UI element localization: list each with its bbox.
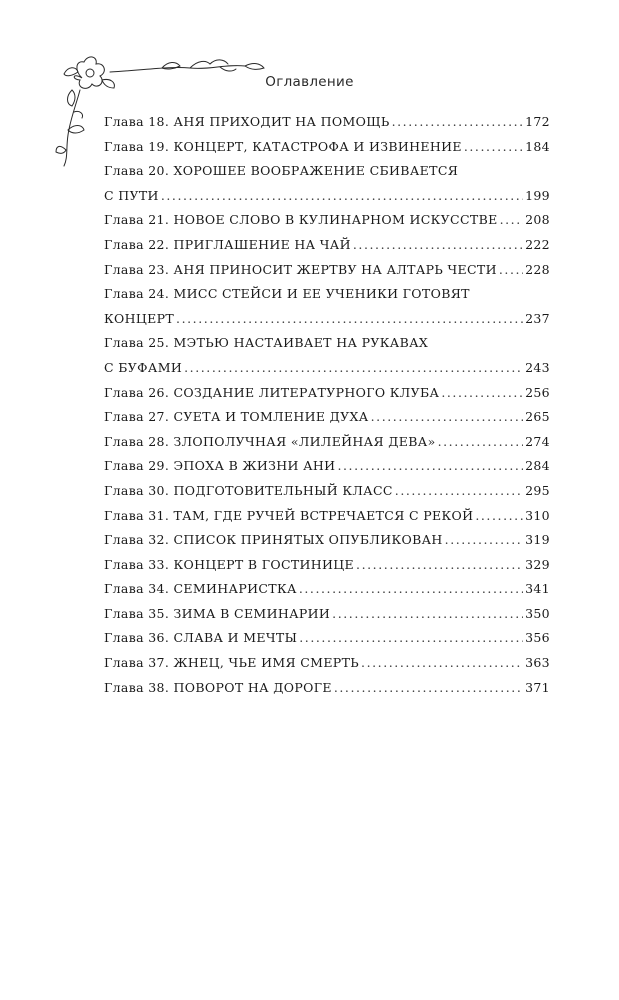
toc-entry[interactable]: [104, 282, 550, 331]
toc-entry-page-number: 184: [525, 138, 550, 154]
toc-entry-title-text: СПИСОК ПРИНЯТЫХ ОПУБЛИКОВАН: [173, 532, 443, 548]
toc-entry-title: [104, 356, 182, 381]
dot-leader: [332, 602, 523, 627]
toc-entry[interactable]: [104, 159, 550, 208]
toc-entry-page-number: 237: [525, 310, 550, 326]
toc-entry-title: [104, 233, 351, 258]
dot-leader: [500, 208, 524, 233]
toc-entry-chapter-label: Глава 30.: [104, 482, 170, 498]
toc-entry-title-text: ЗИМА В СЕМИНАРИИ: [173, 605, 331, 621]
toc-entry-page-number: 350: [525, 605, 550, 621]
toc-entry-title: [104, 307, 174, 332]
toc-entry-page-number: 256: [525, 384, 550, 400]
toc-entry-page-number: 228: [525, 261, 550, 277]
toc-entry-title-text: ПРИГЛАШЕНИЕ НА ЧАЙ: [173, 236, 351, 252]
dot-leader: [334, 676, 523, 701]
toc-entry[interactable]: [104, 454, 550, 479]
toc-entry-page-number: 363: [525, 655, 550, 671]
dot-leader: [499, 258, 523, 283]
table-of-contents: [104, 110, 550, 700]
toc-entry-title-text: АНЯ ПРИХОДИТ НА ПОМОЩЬ: [173, 114, 390, 129]
toc-entry[interactable]: [104, 405, 550, 430]
toc-entry-title-text: ЭПОХА В ЖИЗНИ АНИ: [173, 458, 336, 474]
toc-entry-page-number: 199: [525, 187, 550, 203]
dot-leader: [464, 135, 523, 160]
toc-entry-chapter-label: Глава 25.: [104, 335, 170, 351]
toc-entry-chapter-label: Глава 28.: [104, 433, 170, 449]
toc-entry[interactable]: [104, 381, 550, 406]
toc-entry-title-text: ЗЛОПОЛУЧНАЯ «ЛИЛЕЙНАЯ ДЕВА»: [173, 433, 436, 449]
toc-entry-page-number: 265: [525, 409, 550, 425]
toc-entry-title: [104, 258, 497, 283]
toc-entry[interactable]: [104, 430, 550, 455]
toc-entry[interactable]: [104, 208, 550, 233]
toc-entry-chapter-label: Глава 35.: [104, 605, 170, 621]
toc-entry-title: [104, 163, 458, 178]
toc-entry-chapter-label: Глава 21.: [104, 212, 170, 228]
dot-leader: [299, 577, 523, 602]
toc-entry-title-text: ХОРОШЕЕ ВООБРАЖЕНИЕ СБИВАЕТСЯ: [173, 163, 459, 179]
toc-entry-page-number: 295: [525, 482, 550, 498]
toc-entry[interactable]: [104, 110, 550, 135]
toc-entry-title-text: КОНЦЕРТ В ГОСТИНИЦЕ: [173, 556, 355, 572]
toc-entry-chapter-label: Глава 36.: [104, 630, 170, 646]
toc-entry-chapter-label: Глава 29.: [104, 458, 170, 474]
dot-leader: [441, 381, 523, 406]
dot-leader: [438, 430, 523, 455]
toc-entry-chapter-label: Глава 32.: [104, 532, 170, 548]
toc-entry-title: [104, 479, 393, 504]
dot-leader: [356, 553, 523, 578]
dot-leader: [445, 528, 523, 553]
dot-leader: [337, 454, 523, 479]
toc-entry[interactable]: [104, 331, 550, 380]
toc-entry[interactable]: [104, 528, 550, 553]
dot-leader: [299, 626, 523, 651]
toc-entry-title: [104, 626, 297, 651]
toc-entry-page-number: 274: [525, 433, 550, 449]
toc-entry-chapter-label: Глава 22.: [104, 236, 170, 252]
dot-leader: [395, 479, 523, 504]
toc-entry[interactable]: [104, 553, 550, 578]
toc-entry-chapter-label: Глава 34.: [104, 581, 170, 597]
toc-entry-title: [104, 651, 359, 676]
toc-entry-title-text: ПОВОРОТ НА ДОРОГЕ: [173, 679, 332, 695]
toc-entry-title: [104, 553, 354, 578]
toc-entry-title-text: С БУФАМИ: [104, 359, 183, 375]
toc-entry-title-text: КОНЦЕРТ: [104, 310, 175, 326]
toc-entry-chapter-label: Глава 19.: [104, 138, 170, 154]
toc-entry-chapter-label: Глава 18.: [104, 114, 170, 129]
toc-entry-title: [104, 454, 335, 479]
toc-entry[interactable]: [104, 479, 550, 504]
dot-leader: [176, 307, 523, 332]
toc-entry-page-number: 284: [525, 458, 550, 474]
dot-leader: [184, 356, 523, 381]
toc-entry-title-text: СЛАВА И МЕЧТЫ: [173, 630, 298, 646]
toc-entry-title-text: МЭТЬЮ НАСТАИВАЕТ НА РУКАВАХ: [173, 335, 429, 351]
toc-entry-page-number: 341: [525, 581, 550, 597]
toc-entry-page-number: 319: [525, 532, 550, 548]
toc-entry-title-text: СЕМИНАРИСТКА: [173, 581, 297, 597]
toc-entry-chapter-label: Глава 24.: [104, 286, 170, 302]
toc-entry-title-text: МИСС СТЕЙСИ И ЕЕ УЧЕНИКИ ГОТОВЯТ: [173, 286, 470, 302]
toc-entry-title-text: КОНЦЕРТ, КАТАСТРОФА И ИЗВИНЕНИЕ: [173, 138, 462, 154]
toc-entry[interactable]: [104, 676, 550, 701]
toc-entry-title-text: ПОДГОТОВИТЕЛЬНЫЙ КЛАСС: [173, 482, 393, 498]
toc-entry-page-number: 243: [525, 359, 550, 375]
toc-entry-page-number: 329: [525, 556, 550, 572]
toc-entry[interactable]: [104, 577, 550, 602]
dot-leader: [353, 233, 523, 258]
toc-entry-title: [104, 110, 390, 135]
page-title: Оглавление: [265, 74, 354, 90]
toc-entry-title-text: АНЯ ПРИНОСИТ ЖЕРТВУ НА АЛТАРЬ ЧЕСТИ: [173, 261, 497, 277]
toc-entry-title: [104, 208, 498, 233]
toc-entry[interactable]: [104, 258, 550, 283]
toc-entry[interactable]: [104, 602, 550, 627]
toc-entry-chapter-label: Глава 23.: [104, 261, 170, 277]
toc-entry-chapter-label: Глава 38.: [104, 679, 170, 695]
toc-entry[interactable]: [104, 233, 550, 258]
toc-entry-title: [104, 184, 159, 209]
toc-entry-chapter-label: Глава 26.: [104, 384, 170, 400]
toc-entry-title-text: С ПУТИ: [104, 187, 159, 203]
toc-entry-page-number: 356: [525, 630, 550, 646]
dot-leader: [371, 405, 523, 430]
toc-entry-chapter-label: Глава 20.: [104, 163, 170, 179]
dot-leader: [361, 651, 523, 676]
toc-entry-chapter-label: Глава 33.: [104, 556, 170, 572]
dot-leader: [392, 110, 523, 135]
toc-entry-title-text: ЖНЕЦ, ЧЬЕ ИМЯ СМЕРТЬ: [173, 655, 360, 671]
toc-entry-page-number: 371: [525, 679, 550, 695]
toc-entry[interactable]: [104, 626, 550, 651]
toc-entry-title: [104, 286, 470, 301]
toc-entry-chapter-label: Глава 37.: [104, 655, 170, 671]
dot-leader: [475, 504, 523, 529]
toc-entry-page-number: 208: [525, 212, 550, 228]
toc-entry-title: [104, 335, 428, 350]
toc-entry[interactable]: [104, 651, 550, 676]
toc-entry-page-number: 310: [525, 507, 550, 523]
toc-entry-title-text: СОЗДАНИЕ ЛИТЕРАТУРНОГО КЛУБА: [173, 384, 440, 400]
toc-entry-title: [104, 602, 330, 627]
toc-entry-title: [104, 504, 473, 529]
toc-entry-title-text: СУЕТА И ТОМЛЕНИЕ ДУХА: [173, 409, 369, 425]
toc-entry-title: [104, 135, 462, 160]
toc-entry-title-text: ТАМ, ГДЕ РУЧЕЙ ВСТРЕЧАЕТСЯ С РЕКОЙ: [173, 507, 474, 523]
toc-entry-title: [104, 405, 369, 430]
toc-entry-title: [104, 430, 436, 455]
toc-entry-title: [104, 676, 332, 701]
dot-leader: [161, 184, 523, 209]
toc-entry-title: [104, 577, 297, 602]
toc-entry-page-number: 172: [525, 114, 550, 129]
toc-entry-chapter-label: Глава 27.: [104, 409, 170, 425]
toc-entry-chapter-label: Глава 31.: [104, 507, 170, 523]
toc-entry-title-text: НОВОЕ СЛОВО В КУЛИНАРНОМ ИСКУССТВЕ: [173, 212, 498, 228]
toc-entry-title: [104, 528, 443, 553]
toc-entry-title: [104, 381, 439, 406]
toc-entry[interactable]: [104, 135, 550, 160]
toc-entry-page-number: 222: [525, 236, 550, 252]
toc-entry[interactable]: [104, 504, 550, 529]
